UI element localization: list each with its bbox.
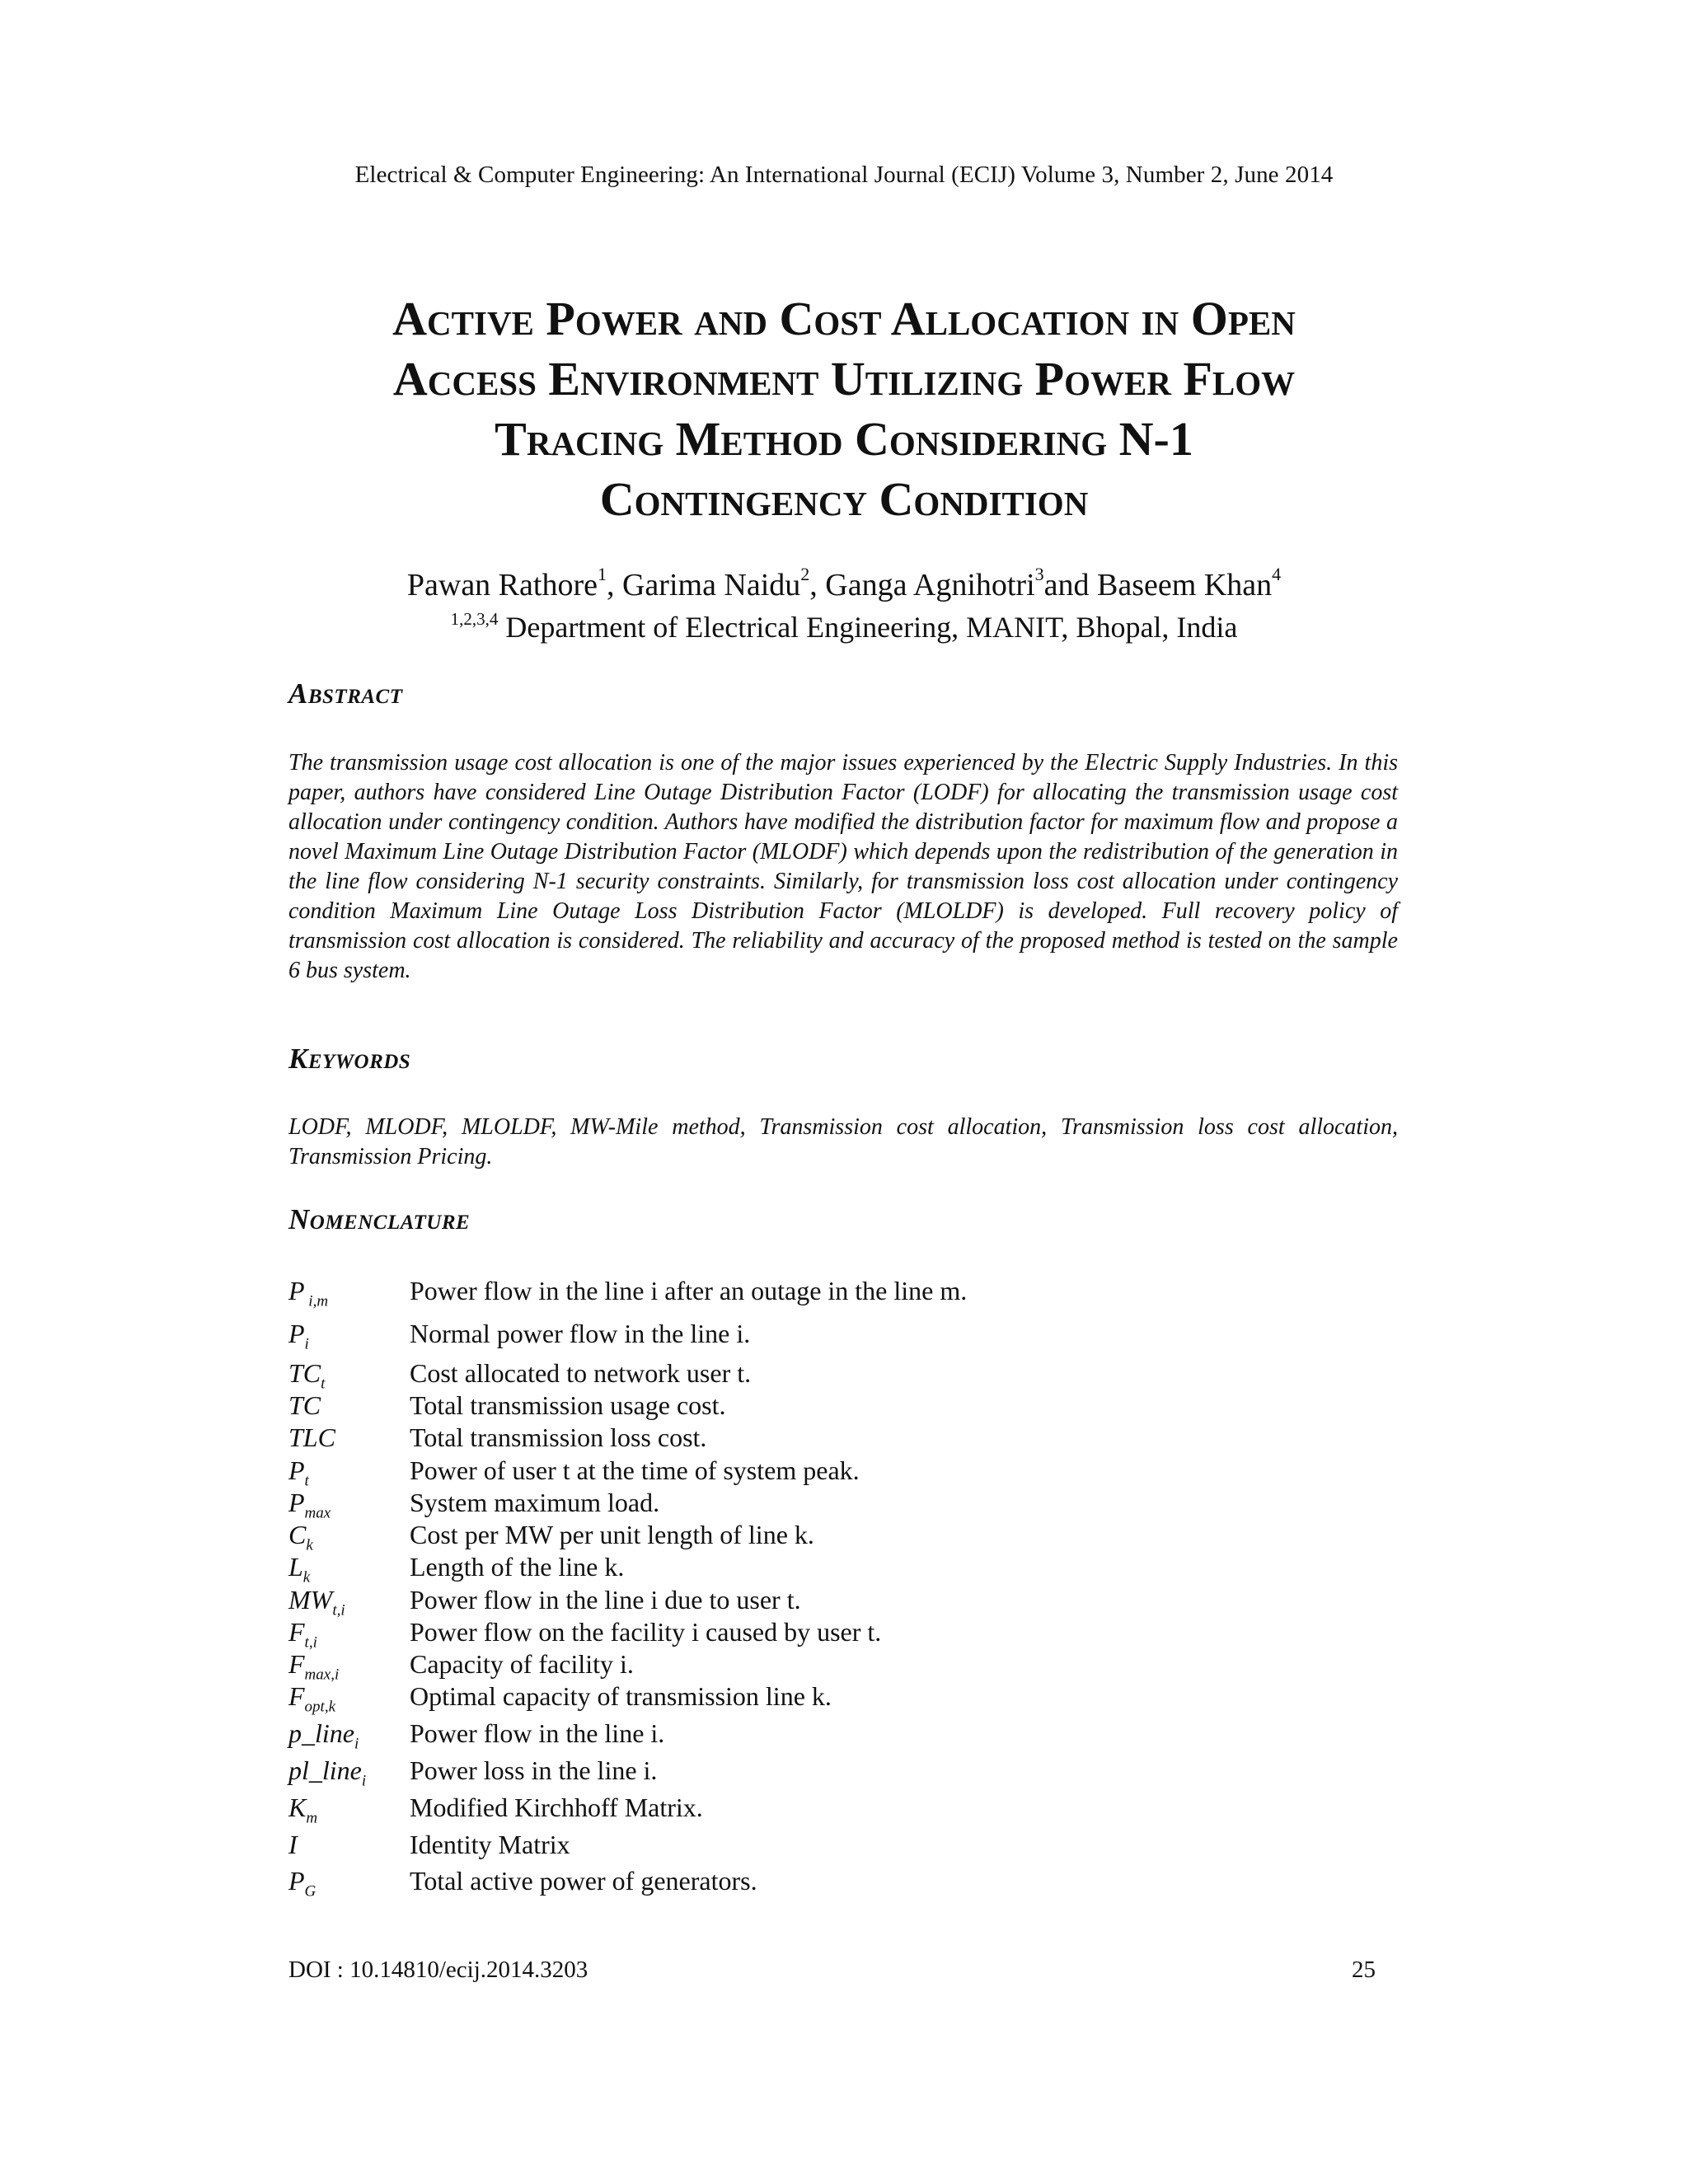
nomenclature-heading: Nomenclature bbox=[288, 1203, 471, 1235]
author-name: and Baseem Khan bbox=[1043, 568, 1273, 602]
nomenclature-row bbox=[288, 1755, 1398, 1788]
nomenclature-definition: Cost allocated to network user t. bbox=[410, 1358, 752, 1388]
doi-footer: DOI : 10.14810/ecij.2014.3203 bbox=[288, 1957, 588, 1983]
nomenclature-row bbox=[288, 1681, 1398, 1714]
nomenclature-row bbox=[288, 1422, 1398, 1455]
abstract-text: The transmission usage cost allocation is one of the major issues experienced by the Electric Supply Industries. In this paper, authors have considered Line Outage Distribution Factor (LODF) for allocating the transmission usage cost allocation under contingency condition. Authors have modified the distribution factor for maximum flow and propose a novel Maximum Line Outage Distribution Factor (MLODF) which depends upon the redistribution of the generation in the line flow considering N-1 security constraints. Similarly, for transmission loss cost allocation under contingency condition Maximum Line Outage Loss Distribution Factor (MLOLDF) is developed. Full recovery policy of transmission cost allocation is considered. The reliability and accuracy of the proposed method is tested on the sample 6 bus system. bbox=[288, 750, 1398, 983]
nomenclature-row bbox=[288, 1390, 1398, 1423]
nomenclature-symbol: $P_G$ bbox=[288, 1866, 316, 1900]
affiliation bbox=[0, 610, 1688, 644]
nomenclature-row bbox=[288, 1649, 1398, 1682]
nomenclature-definition: System maximum load. bbox=[410, 1488, 660, 1517]
nomenclature-symbol: pl_line$_i$ bbox=[288, 1755, 367, 1790]
nomenclature-symbol: $L_k$ bbox=[288, 1552, 311, 1586]
nomenclature-symbol: $P_t$ bbox=[288, 1455, 309, 1490]
journal-header: Electrical & Computer Engineering: An International Journal (ECIJ) Volume 3, Number 2, June 2014 bbox=[354, 162, 1334, 188]
nomenclature-row bbox=[288, 1358, 1398, 1391]
nomenclature-row bbox=[288, 1276, 1398, 1309]
title-line-2: Access Environment Utilizing Power Flow bbox=[392, 352, 1296, 405]
nomenclature-row bbox=[288, 1866, 1398, 1899]
nomenclature-definition: Identity Matrix bbox=[410, 1830, 570, 1859]
nomenclature-symbol: P $_{i,m}$ bbox=[288, 1276, 329, 1310]
nomenclature-definition: Optimal capacity of transmission line k. bbox=[410, 1681, 832, 1711]
nomenclature-row bbox=[288, 1830, 1398, 1863]
nomenclature-definition: Total transmission loss cost. bbox=[410, 1422, 707, 1452]
nomenclature-symbol: $F_{max,i}$ bbox=[288, 1649, 340, 1684]
author-name: , Garima Naidu bbox=[606, 568, 801, 602]
author-name: , Ganga Agnihotri bbox=[809, 568, 1035, 602]
nomenclature-symbol: TC bbox=[288, 1390, 321, 1420]
nomenclature-row bbox=[288, 1488, 1398, 1521]
keywords-text: LODF, MLODF, MLOLDF, MW-Mile method, Transmission cost allocation, Transmission loss cost allocation, Transmission Pricing. bbox=[288, 1114, 1398, 1169]
nomenclature-symbol: $F_{opt,k}$ bbox=[288, 1681, 336, 1716]
nomenclature-definition: Power flow in the line i. bbox=[410, 1718, 665, 1748]
nomenclature-row bbox=[288, 1455, 1398, 1488]
author-marker: 1 bbox=[597, 564, 607, 585]
affiliation-marker: 1,2,3,4 bbox=[450, 609, 499, 629]
nomenclature-row bbox=[288, 1585, 1398, 1618]
nomenclature-row bbox=[288, 1617, 1398, 1650]
author-name: Pawan Rathore bbox=[406, 568, 598, 602]
nomenclature-symbol: p_line$_i$ bbox=[288, 1718, 359, 1753]
nomenclature-row bbox=[288, 1718, 1398, 1751]
nomenclature-symbol: $P_i$ bbox=[288, 1319, 309, 1353]
title-line-4: Contingency Condition bbox=[599, 472, 1089, 526]
nomenclature-symbol: $P_{max}$ bbox=[288, 1488, 331, 1522]
nomenclature-symbol: $MW_{t,i}$ bbox=[288, 1585, 345, 1619]
nomenclature-symbol: $C_k$ bbox=[288, 1520, 313, 1554]
nomenclature-row bbox=[288, 1793, 1398, 1825]
nomenclature-definition: Modified Kirchhoff Matrix. bbox=[410, 1793, 703, 1822]
nomenclature-definition: Total active power of generators. bbox=[410, 1866, 757, 1896]
nomenclature-symbol: TLC bbox=[288, 1422, 335, 1452]
nomenclature-definition: Power flow on the facility i caused by user t. bbox=[410, 1617, 882, 1647]
nomenclature-symbol: $F_{t,i}$ bbox=[288, 1617, 317, 1652]
nomenclature-definition: Length of the line k. bbox=[410, 1552, 625, 1582]
nomenclature-definition: Cost per MW per unit length of line k. bbox=[410, 1520, 814, 1549]
author-marker: 2 bbox=[800, 564, 810, 585]
title-line-1: Active Power and Cost Allocation in Open bbox=[392, 292, 1296, 345]
affiliation-text: Department of Electrical Engineering, MANIT, Bhopal, India bbox=[498, 611, 1238, 644]
nomenclature-definition: Total transmission usage cost. bbox=[410, 1390, 726, 1420]
nomenclature-definition: Power flow in the line i due to user t. bbox=[410, 1585, 801, 1615]
nomenclature-row bbox=[288, 1520, 1398, 1553]
nomenclature-definition: Normal power flow in the line i. bbox=[410, 1319, 751, 1348]
paper-title bbox=[247, 288, 1441, 529]
nomenclature-definition: Power of user t at the time of system peak. bbox=[410, 1455, 860, 1485]
nomenclature-definition: Power loss in the line i. bbox=[410, 1755, 658, 1785]
keywords-heading: Keywords bbox=[288, 1043, 411, 1075]
nomenclature-symbol: $TC_t$ bbox=[288, 1358, 326, 1393]
author-list bbox=[0, 564, 1688, 603]
author-marker: 3 bbox=[1034, 564, 1044, 585]
nomenclature-row bbox=[288, 1319, 1398, 1352]
nomenclature-symbol: I bbox=[288, 1830, 298, 1859]
author-marker: 4 bbox=[1272, 564, 1282, 585]
nomenclature-symbol: $K_m$ bbox=[288, 1793, 318, 1827]
page-number: 25 bbox=[1352, 1957, 1376, 1983]
nomenclature-row bbox=[288, 1552, 1398, 1585]
title-line-3: Tracing Method Considering N-1 bbox=[495, 412, 1193, 466]
abstract-heading: Abstract bbox=[288, 677, 403, 710]
nomenclature-definition: Capacity of facility i. bbox=[410, 1649, 634, 1679]
nomenclature-definition: Power flow in the line i after an outage in the line m. bbox=[410, 1276, 968, 1305]
